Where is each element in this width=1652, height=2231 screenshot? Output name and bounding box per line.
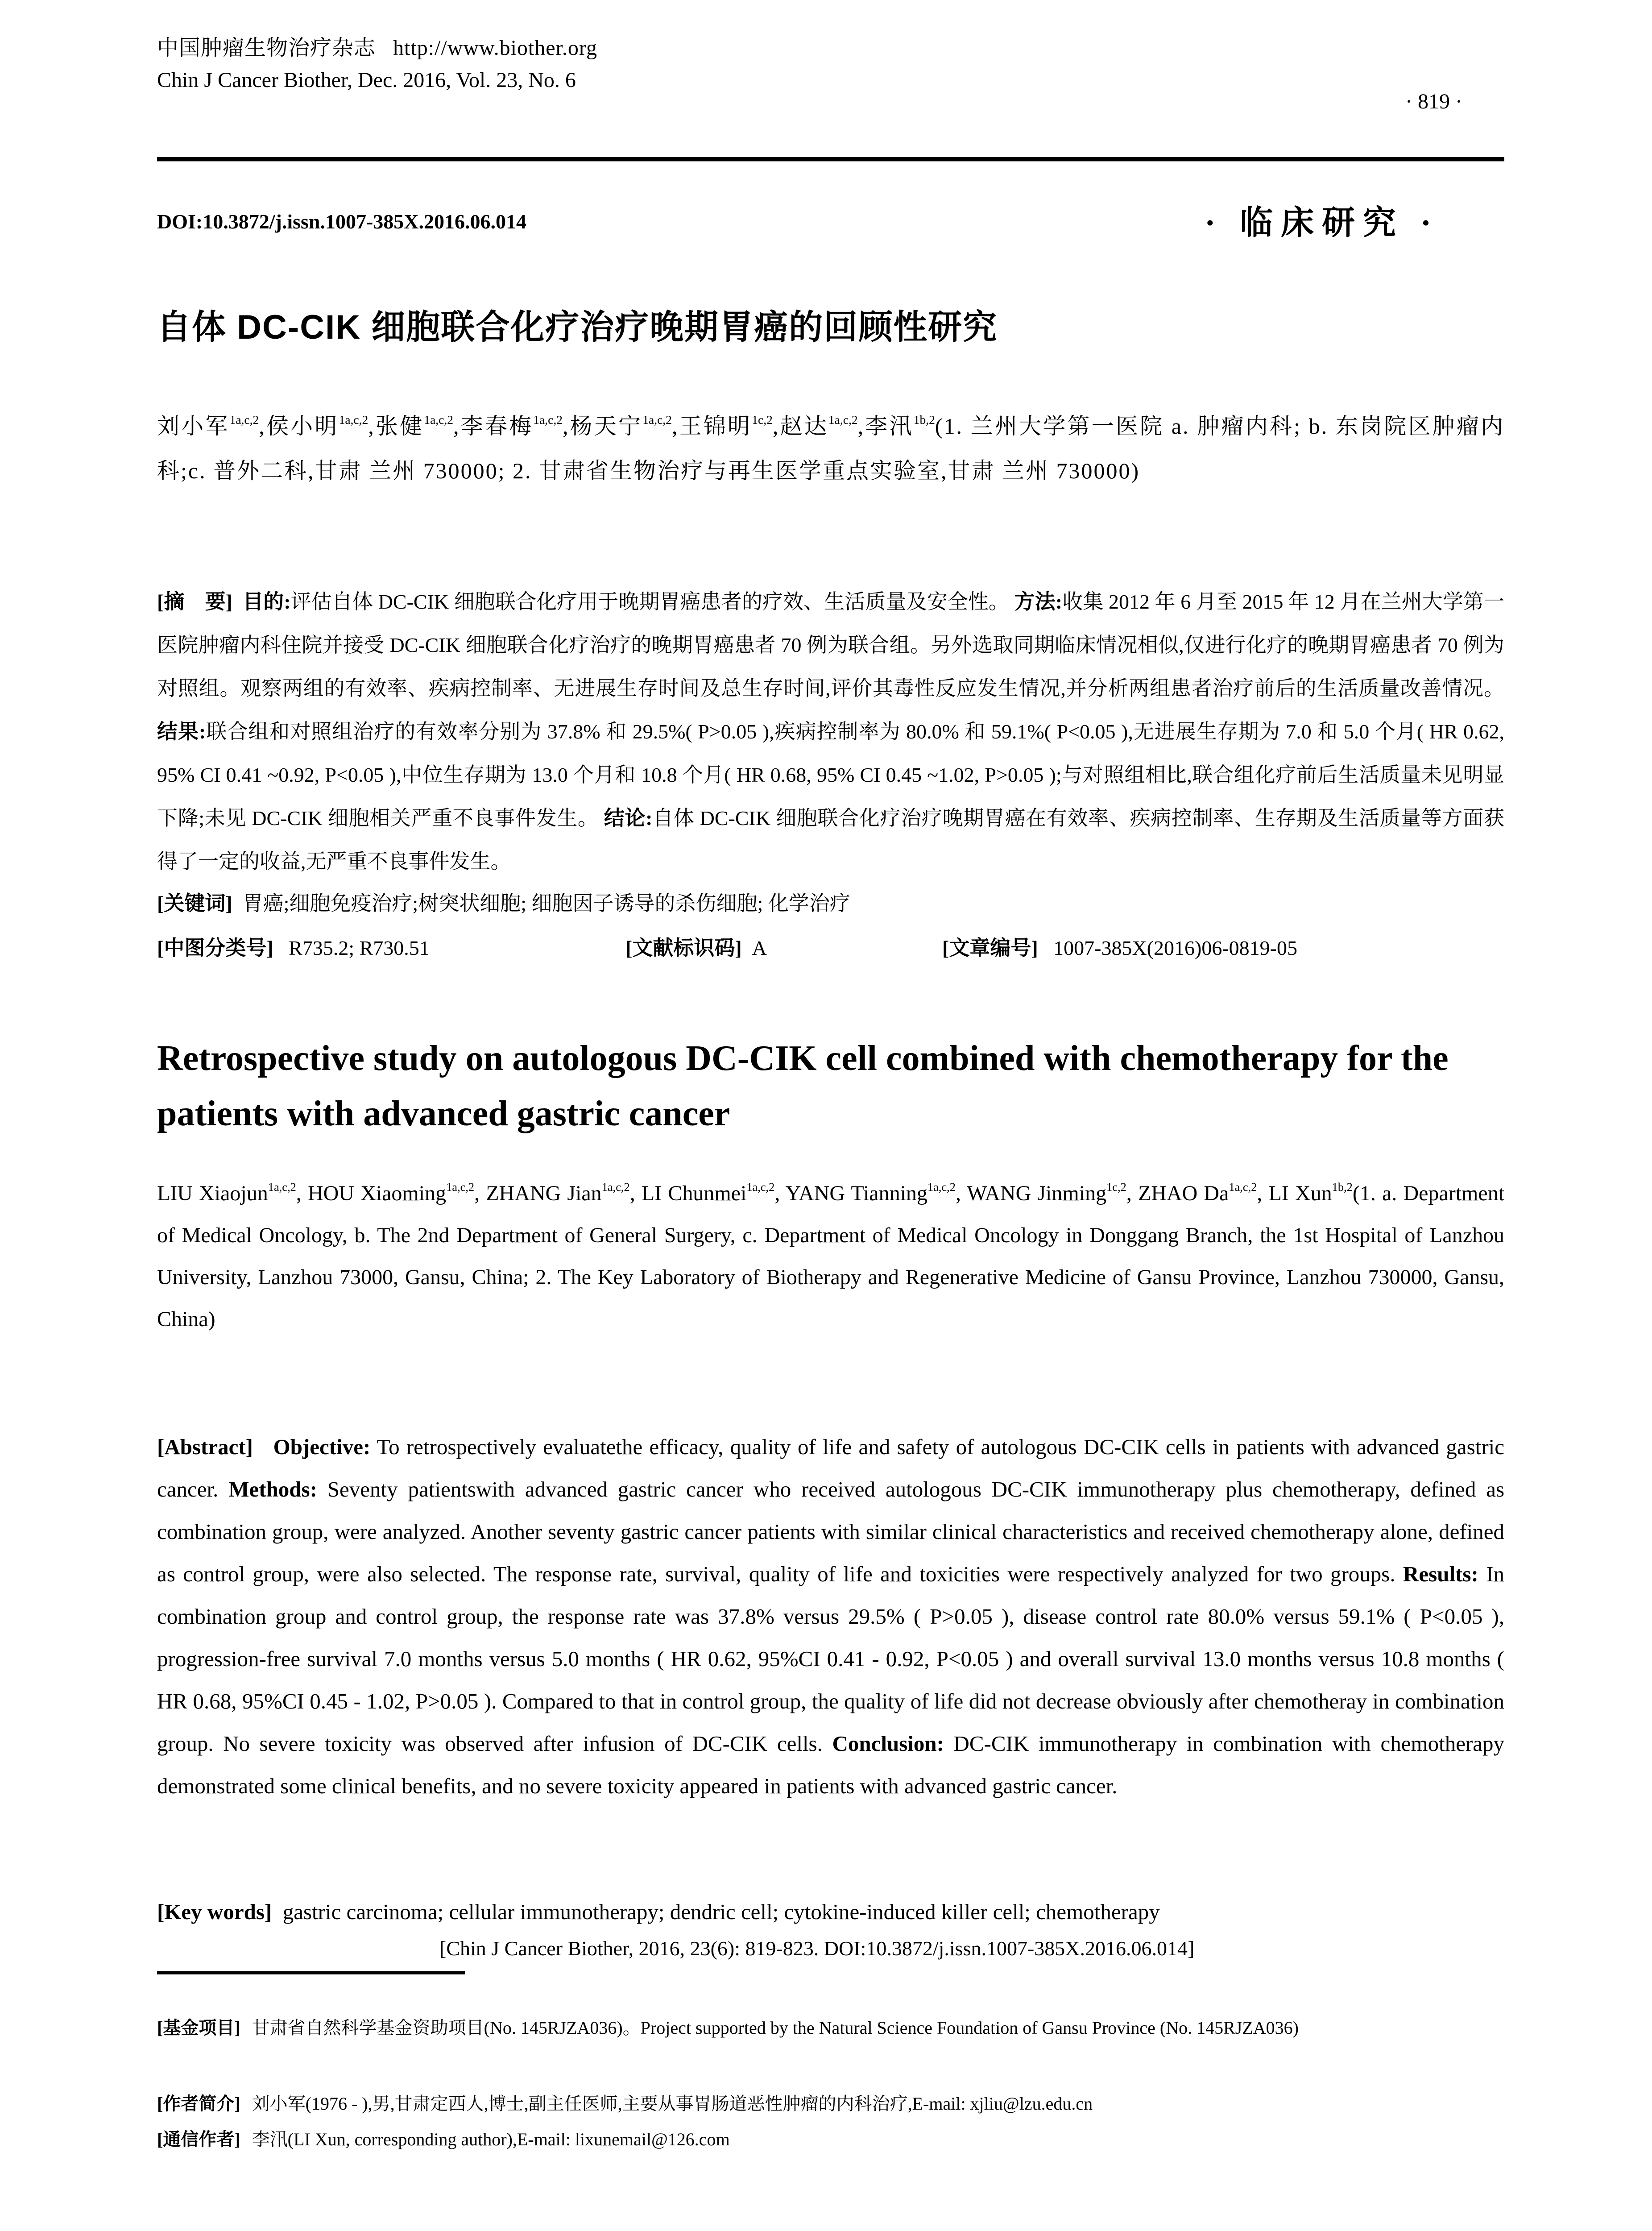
cn-author: 刘小军$^{1a,c,2}$ xyxy=(157,413,259,439)
article-no-label: [文章编号] xyxy=(942,937,1038,959)
article-citation: [Chin J Cancer Biother, 2016, 23(6): 819-823. DOI:10.3872/j.issn.1007-385X.2016.06.014] xyxy=(439,1937,1195,1960)
en-author: LI Chunmei$^{1a,c,2}$ xyxy=(641,1180,775,1205)
en-abstract xyxy=(157,1426,1504,1807)
cn-abstract-label: [摘 要] xyxy=(157,590,232,613)
cn-author-block: 刘小军$^{1a,c,2}$,侯小明$^{1a,c,2}$,张健$^{1a,c,2}$,李春梅$^{1a,c,2}$,杨天宁$^{1a,c,2}$,王锦明$^{1c,2}$,赵达$^{1a,c,2}$,李汛$^{1b,2}$(1. 兰州大学第一医院 a. 肿瘤内科; b. 东岗院区肿瘤内科;c. 普外二科,甘肃 兰州 730000; 2. 甘肃省生物治疗与再生医学重点实验室,甘肃 兰州 730000) xyxy=(157,413,1505,483)
en-author: LIU Xiaojun$^{1a,c,2}$ xyxy=(157,1180,296,1205)
journal-citation-header: Chin J Cancer Biother, Dec. 2016, Vol. 23, No. 6 xyxy=(157,68,576,92)
cn-author-affiliation-mark: 1c,2 xyxy=(752,413,773,427)
en-author-affiliation-mark: 1a,c,2 xyxy=(927,1180,956,1194)
en-author-affiliation-mark: 1c,2 xyxy=(1106,1180,1126,1194)
cn-keywords-text: 胃癌;细胞免疫治疗;树突状细胞; 细胞因子诱导的杀伤细胞; 化学治疗 xyxy=(242,892,850,915)
en-author-affiliation-mark: 1b,2 xyxy=(1332,1180,1353,1194)
cn-keywords xyxy=(157,886,1504,921)
funding-label: [基金项目] xyxy=(157,2018,240,2038)
en-keywords-label: [Key words] xyxy=(157,1899,272,1924)
cn-author: 李春梅$^{1a,c,2}$ xyxy=(460,413,563,439)
corresponding-text: 李汛(LI Xun, corresponding author),E-mail: lixunemail@126.com xyxy=(252,2129,730,2149)
doc-code-label: [文献标识码] xyxy=(625,937,742,959)
article-no-value: 1007-385X(2016)06-0819-05 xyxy=(1053,937,1297,959)
en-keywords-text: gastric carcinoma; cellular immunotherapy; dendric cell; cytokine-induced killer cell; chemotherapy xyxy=(282,1899,1160,1924)
clc-field xyxy=(157,930,625,966)
cn-author: 杨天宁$^{1a,c,2}$ xyxy=(569,413,672,439)
cn-author: 赵达$^{1a,c,2}$ xyxy=(779,413,858,439)
en-keywords xyxy=(157,1894,1504,1930)
footnote-funding xyxy=(157,2008,1504,2048)
corresponding-label: [通信作者] xyxy=(157,2129,240,2149)
en-author: LI Xun$^{1b,2}$ xyxy=(1268,1180,1353,1205)
doi[interactable]: DOI:10.3872/j.issn.1007-385X.2016.06.014 xyxy=(157,210,527,233)
en-author: YANG Tianning$^{1a,c,2}$ xyxy=(785,1180,956,1205)
en-conclusion-text: DC-CIK immunotherapy in combination with chemotherapy demonstrated some clinical benefits, and no severe toxicity appeared in patients with advanced gastric cancer. xyxy=(157,1731,1505,1798)
cn-author: 李汛$^{1b,2}$ xyxy=(865,413,935,439)
en-results-label: Results: xyxy=(1403,1562,1478,1586)
author-bio-label: [作者简介] xyxy=(157,2094,240,2114)
article-no-field xyxy=(942,930,1297,966)
cn-author-affiliation-mark: 1a,c,2 xyxy=(339,413,368,427)
en-affiliations: (1. a. Department of Medical Oncology, b. The 2nd Department of General Surgery, c. Department of Medical Oncology in Donggang Branch, the 1st Hospital of Lanzhou University, Lanzhou 73000, Gansu, China; 2. The Key Laboratory of Biotherapy and Regenerative Medicine of Gansu Province, Lanzhou 730000, Gansu, China) xyxy=(157,1182,1505,1331)
en-author-block: LIU Xiaojun$^{1a,c,2}$, HOU Xiaoming$^{1a,c,2}$, ZHANG Jian$^{1a,c,2}$, LI Chunmei$^{1a,c,2}$, YANG Tianning$^{1a,c,2}$, WANG Jinming$^{1c,2}$, ZHAO $Da^{1a,c,2}$, LI Xun$^{1b,2}$(1. a. Department of Medical Oncology, b. The 2nd Department of General Surgery, c. Department of Medical Oncology in Donggang Branch, the 1st Hospital of Lanzhou University, Lanzhou 73000, Gansu, China; 2. The Key Laboratory of Biotherapy and Regenerative Medicine of Gansu Province, Lanzhou 730000, Gansu, China) xyxy=(157,1180,1505,1331)
doc-code-field xyxy=(625,930,942,966)
en-methods-label: Methods: xyxy=(228,1477,317,1501)
en-conclusion-label: Conclusion: xyxy=(832,1731,944,1756)
cn-author: 王锦明$^{1c,2}$ xyxy=(679,413,773,439)
en-author: ZHANG Jian$^{1a,c,2}$ xyxy=(486,1180,630,1205)
cn-objective-text: 评估自体 DC-CIK 细胞联合化疗用于晚期胃癌患者的疗效、生活质量及安全性。 xyxy=(290,590,1010,613)
funding-text: 甘肃省自然科学基金资助项目(No. 145RJZA036)。Project supported by the Natural Science Foundation of Gansu Province (No. 145RJZA036) xyxy=(252,2018,1299,2038)
cn-methods-label: 方法: xyxy=(1014,590,1063,613)
cn-keywords-label: [关键词] xyxy=(157,892,232,915)
en-author: WANG Jinming$^{1c,2}$ xyxy=(967,1180,1126,1205)
cn-affiliations: (1. 兰州大学第一医院 a. 肿瘤内科; b. 东岗院区肿瘤内科;c. 普外二科,甘肃 兰州 730000; 2. 甘肃省生物治疗与再生医学重点实验室,甘肃 兰州 730000) xyxy=(157,414,1505,483)
footnote-rule xyxy=(157,1971,465,1974)
page-number: · 819 · xyxy=(1405,90,1462,113)
cn-abstract xyxy=(157,580,1504,883)
column-tag: · 临床研究 · xyxy=(1205,205,1440,241)
en-objective-text: To retrospectively evaluatethe efficacy, quality of life and safety of autologous DC-CIK cells in patients with advanced gastric cancer. xyxy=(157,1435,1504,1501)
en-abstract-label: [Abstract] xyxy=(157,1435,253,1459)
journal-url[interactable]: http://www.biother.org xyxy=(393,36,597,60)
cn-author-affiliation-mark: 1a,c,2 xyxy=(642,413,672,427)
en-author-affiliation-mark: 1a,c,2 xyxy=(746,1180,775,1194)
en-title: Retrospective study on autologous DC-CIK cell combined with chemotherapy for the patients with advanced gastric cancer xyxy=(157,1039,1449,1133)
footnote-corresponding-author xyxy=(157,2122,1504,2157)
en-results-text: In combination group and control group, the response rate was 37.8% versus 29.5% ( P>0.05 ), disease control rate 80.0% versus 59.1% ( P<0.05 ), progression-free survival 7.0 months versus 5.0 months ( HR 0.62, 95%CI 0.41 - 0.92, P<0.05 ) and overall survival 13.0 months versus 10.8 months ( HR 0.68, 95%CI 0.45 - 1.02, P>0.05 ). Compared to that in control group, the quality of life did not decrease obviously after chemotheray in combination group. No severe toxicity was observed after infusion of DC-CIK cells. xyxy=(157,1562,1505,1756)
cn-conclusion-label: 结论: xyxy=(604,807,653,829)
cn-author-affiliation-mark: 1a,c,2 xyxy=(229,413,259,427)
en-methods-text: Seventy patientswith advanced gastric cancer who received autologous DC-CIK immunotherapy plus chemotherapy, defined as combination group, were analyzed. Another seventy gastric cancer patients with similar clinical characteristics and received chemotherapy alone, defined as control group, were also selected. The response rate, survival, quality of life and toxicities were respectively analyzed for two groups. xyxy=(157,1477,1505,1586)
en-author-affiliation-mark: 1a,c,2 xyxy=(601,1180,630,1194)
running-header-journal xyxy=(157,30,597,61)
en-author: ZHAO $Da^{1a,c,2}$ xyxy=(1138,1180,1257,1205)
cn-author: 张健$^{1a,c,2}$ xyxy=(375,413,453,439)
journal-name-cn: 中国肿瘤生物治疗杂志 xyxy=(157,36,376,60)
cn-author-affiliation-mark: 1a,c,2 xyxy=(828,413,858,427)
cn-author: 侯小明$^{1a,c,2}$ xyxy=(265,413,368,439)
cn-results-text: 联合组和对照组治疗的有效率分别为 37.8% 和 29.5%( P>0.05 ),疾病控制率为 80.0% 和 59.1%( P<0.05 ),无进展生存期为 7.0 和 5.0 个月( HR 0.62, 95% CI 0.41 ~0.92, P<0.05 ),中位生存期为 13.0 个月和 10.8 个月( HR 0.68, 95% CI 0.45 ~1.02, P>0.05 );与对照组相比,联合组化疗前后生活质量未见明显下降;未见 DC-CIK 细胞相关严重不良事件发生。 xyxy=(157,720,1504,829)
cn-title: 自体 DC-CIK 细胞联合化疗治疗晚期胃癌的回顾性研究 xyxy=(157,308,998,346)
author-bio-text: 刘小军(1976 - ),男,甘肃定西人,博士,副主任医师,主要从事胃肠道恶性肿瘤的内科治疗,E-mail: xjliu@lzu.edu.cn xyxy=(252,2094,1093,2114)
footnote-author-bio xyxy=(157,2086,1504,2122)
doc-code-value: A xyxy=(752,937,767,959)
en-author-affiliation-mark: 1a,c,2 xyxy=(446,1180,475,1194)
en-author-affiliation-mark: 1a,c,2 xyxy=(268,1180,296,1194)
clc-label: [中图分类号] xyxy=(157,937,273,959)
cn-classification-row xyxy=(157,930,1504,966)
cn-objective-label: 目的: xyxy=(243,590,291,613)
cn-conclusion-text: 自体 DC-CIK 细胞联合化疗治疗晚期胃癌在有效率、疾病控制率、生存期及生活质量等方面获得了一定的收益,无严重不良事件发生。 xyxy=(157,807,1504,873)
en-author: HOU Xiaoming$^{1a,c,2}$ xyxy=(307,1180,475,1205)
cn-author-affiliation-mark: 1a,c,2 xyxy=(533,413,563,427)
cn-author-affiliation-mark: 1a,c,2 xyxy=(424,413,453,427)
cn-results-label: 结果: xyxy=(157,720,206,743)
en-objective-label: Objective: xyxy=(273,1435,371,1459)
clc-value: R735.2; R730.51 xyxy=(289,937,430,959)
header-rule xyxy=(157,157,1504,162)
cn-author-affiliation-mark: 1b,2 xyxy=(913,413,935,427)
cn-methods-text: 收集 2012 年 6 月至 2015 年 12 月在兰州大学第一医院肿瘤内科住院并接受 DC-CIK 细胞联合化疗治疗的晚期胃癌患者 70 例为联合组。另外选取同期临床情况相似,仅进行化疗的晚期胃癌患者 70 例为对照组。观察两组的有效率、疾病控制率、无进展生存时间及总生存时间,评价其毒性反应发生情况,并分析两组患者治疗前后的生活质量改善情况。 xyxy=(157,590,1504,700)
en-author-affiliation-mark: 1a,c,2 xyxy=(1229,1180,1257,1194)
